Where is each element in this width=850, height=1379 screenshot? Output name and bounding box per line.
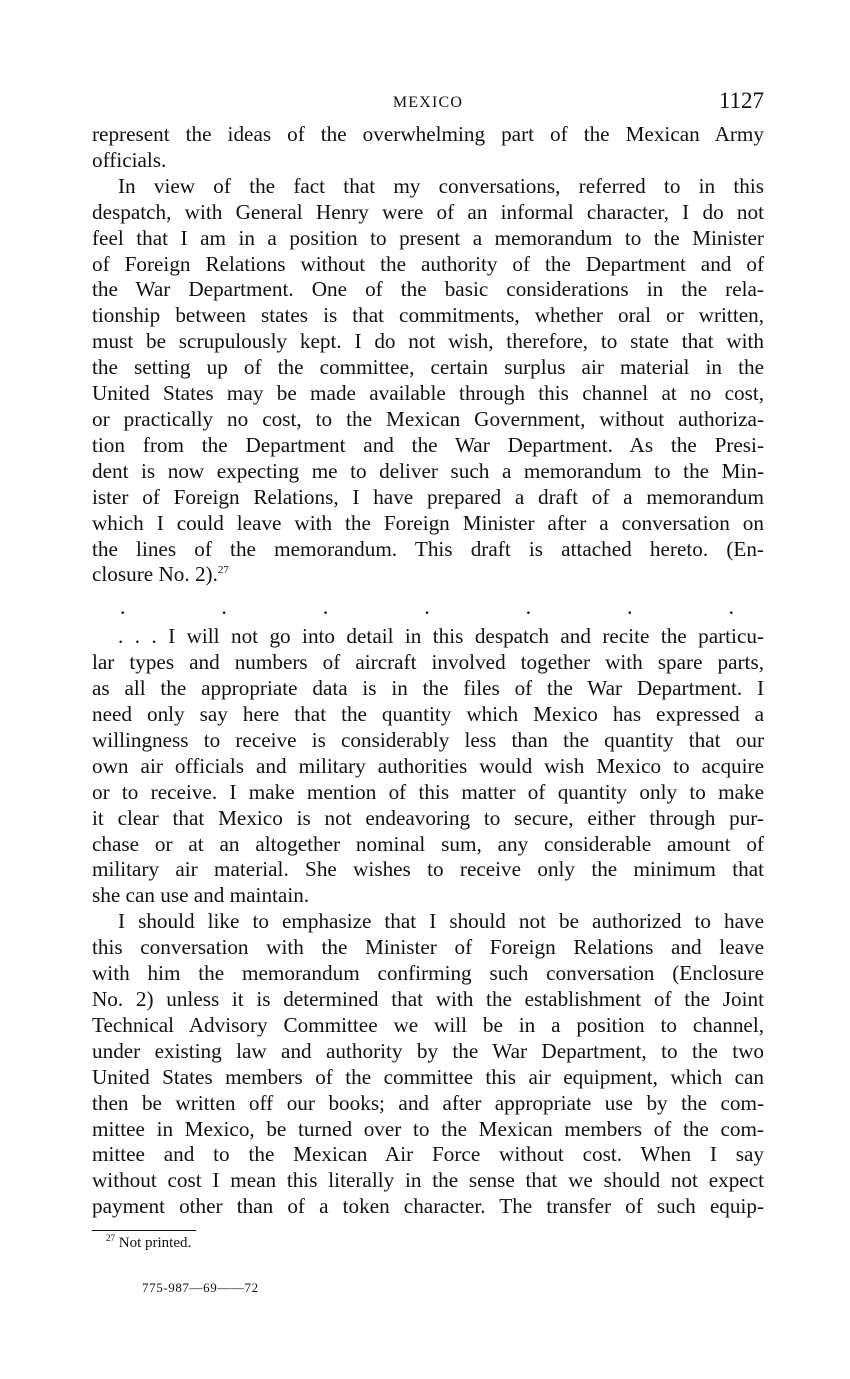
text-line: officials. [92,147,167,172]
text-line: must be scrupulously kept. I do not wish, therefore, to state that with [92,329,764,354]
text-line-text: closure No. 2). [92,562,218,587]
ellipsis-dot: . [728,594,734,620]
running-head [92,88,764,122]
paragraph-2 [92,174,764,589]
footnote-reference: 27 [217,564,229,577]
text-line: despatch, with General Henry were of an informal character, I do not [92,199,764,224]
text-line: this conversation with the Minister of Foreign Relations and leave [92,935,764,960]
footnote-text: Not printed. [118,1235,192,1252]
text-line: as all the appropriate data is in the files of the War Department. I [92,676,764,701]
text-line: it clear that Mexico is not endeavoring to secure, either through pur- [92,805,764,830]
text-line: lar types and numbers of aircraft involved together with spare parts, [92,650,764,675]
text-line: United States may be made available through this channel at no cost, [92,381,764,406]
text-line: or to receive. I make mention of this matter of quantity only to make [92,779,764,804]
text-line: ister of Foreign Relations, I have prepared a draft of a memorandum [92,484,764,509]
paragraph-4 [92,909,764,1220]
paragraph-3 [92,624,764,909]
text-line: chase or at an altogether nominal sum, any considerable amount of [92,831,764,856]
text-line: willingness to receive is considerably less than the quantity that our [92,727,764,752]
text-line: In view of the fact that my conversations, referred to in this [118,173,764,198]
text-line: with him the memorandum confirming such conversation (Enclosure [92,961,764,986]
print-code: 775-987—69——72 [142,1280,259,1296]
text-line: mittee in Mexico, be turned over to the Mexican members of the com- [92,1116,764,1141]
footnote-number: 27 [106,1233,115,1244]
text-line: tionship between states is that commitments, whether oral or written, [92,303,764,328]
ellipsis-dot: . [525,594,532,620]
text-line: need only say here that the quantity which Mexico has expressed a [92,702,764,727]
text-line: military air material. She wishes to receive only the minimum that [92,857,764,882]
text-line: represent the ideas of the overwhelming part of the Mexican Army [92,122,764,146]
page-number: 1127 [718,88,764,113]
ellipsis-dot: . [221,594,227,620]
text-line: own air officials and military authorities would wish Mexico to acquire [92,753,764,778]
ellipsis-dot: . [627,594,633,620]
text-line: United States members of the committee this air equipment, which can [92,1064,764,1089]
text-line: she can use and maintain. [92,883,310,908]
text-line: I should like to emphasize that I should not be authorized to have [118,909,764,934]
running-title: MEXICO [392,94,464,111]
text-line: then be written off our books; and after appropriate use by the com- [92,1090,764,1115]
text-line: feel that I am in a position to present a memorandum to the Minister [92,225,764,250]
footnote-divider [92,1230,196,1231]
text-line-with-footnote [92,562,764,588]
text-line: or practically no cost, to the Mexican Government, without authoriza- [92,406,764,431]
text-line: mittee and to the Mexican Air Force without cost. When I say [92,1142,764,1167]
paragraph-1 [92,122,764,174]
text-line: No. 2) unless it is determined that with the establishment of the Joint [92,987,764,1011]
text-line: without cost I mean this literally in the sense that we should not expect [92,1168,764,1193]
text-line: of Foreign Relations without the authority of the Department and of [92,251,764,276]
text-line: payment other than of a token character. The transfer of such equip- [92,1194,764,1219]
ellipsis-dot: . [120,594,126,620]
text-line: Technical Advisory Committee we will be in a position to channel, [92,1012,764,1037]
footnote [106,1235,764,1252]
text-line: the lines of the memorandum. This draft is attached hereto. (En- [92,536,764,561]
text-line: which I could leave with the Foreign Minister after a conversation on [92,510,764,535]
text-line: dent is now expecting me to deliver such a memorandum to the Min- [92,458,764,483]
text-line: the setting up of the committee, certain surplus air material in the [92,355,764,380]
text-line: tion from the Department and the War Department. As the Presi- [92,432,764,457]
ellipsis-dot: . [424,594,430,620]
ellipsis-dot: . [322,594,329,620]
text-line: under existing law and authority by the War Department, to the two [92,1038,764,1063]
ellipsis-row [92,590,764,624]
text-line: . . . I will not go into detail in this despatch and recite the particu- [118,624,764,649]
page-content [92,88,764,1296]
body-text [92,122,764,1220]
text-line: the War Department. One of the basic considerations in the rela- [92,277,764,302]
